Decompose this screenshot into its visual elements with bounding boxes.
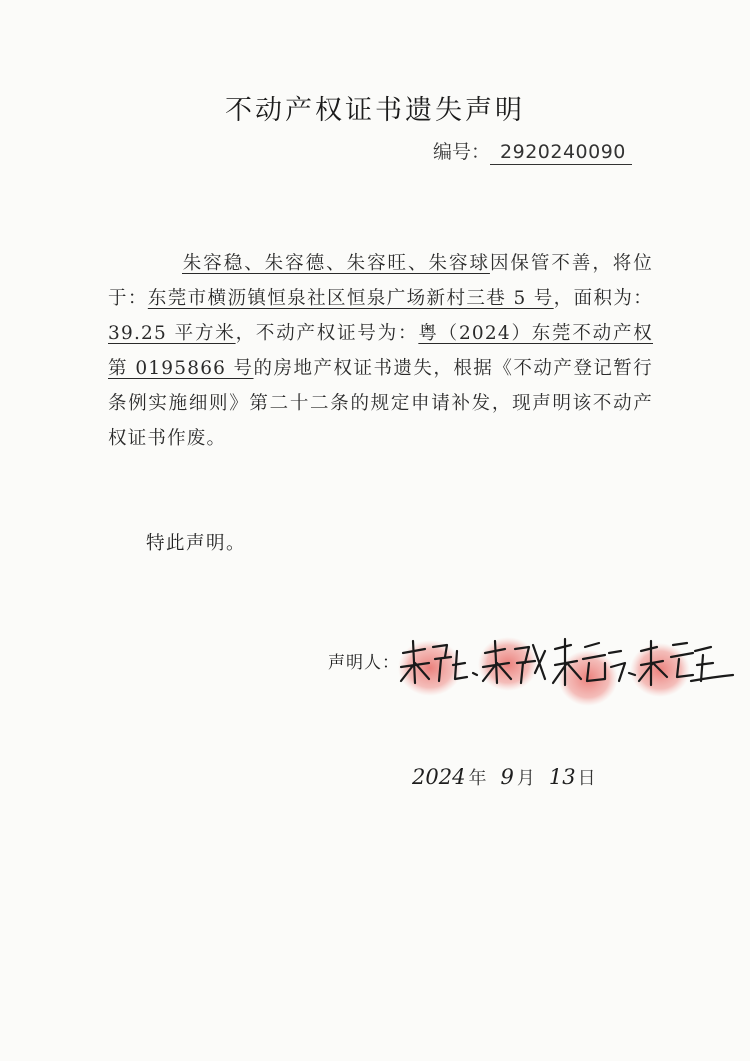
number-label: 编号： [433, 141, 491, 163]
owner-names: 朱容稳、朱容德、朱容旺、朱容球 [182, 253, 490, 274]
declaration-body [108, 246, 653, 456]
closing-statement: 特此声明。 [146, 533, 247, 554]
declaration-date [412, 764, 610, 790]
document-title: 不动产权证书遗失声明 [225, 95, 525, 126]
property-area: 39.25 平方米 [108, 323, 236, 344]
declarant-label: 声明人： [328, 653, 400, 673]
certificate-number: 粤（2024）东莞不动产权第 0195866 号 [108, 323, 653, 379]
month-label: 月 [516, 768, 535, 789]
handwritten-signature [395, 633, 735, 698]
property-address: 东莞市横沥镇恒泉社区恒泉广场新村三巷 5 号 [147, 288, 554, 309]
date-month: 9 [500, 765, 514, 789]
date-year: 2024 [412, 765, 466, 789]
date-day: 13 [548, 765, 576, 789]
body-text-3: ，不动产权证号为： [235, 323, 419, 344]
day-label: 日 [577, 768, 596, 789]
number-value: 2920240090 [490, 141, 632, 165]
body-text-1: 因保管不善，将位于： [108, 253, 653, 309]
year-label: 年 [468, 768, 487, 789]
body-text-4: 的房地产权证书遗失，根据《不动产登记暂行条例实施细则》第二十二条的规定申请补发，现声明该不动产权证书作废。 [108, 358, 653, 449]
document-number [433, 137, 632, 165]
body-text-2: ，面积为： [553, 288, 653, 309]
